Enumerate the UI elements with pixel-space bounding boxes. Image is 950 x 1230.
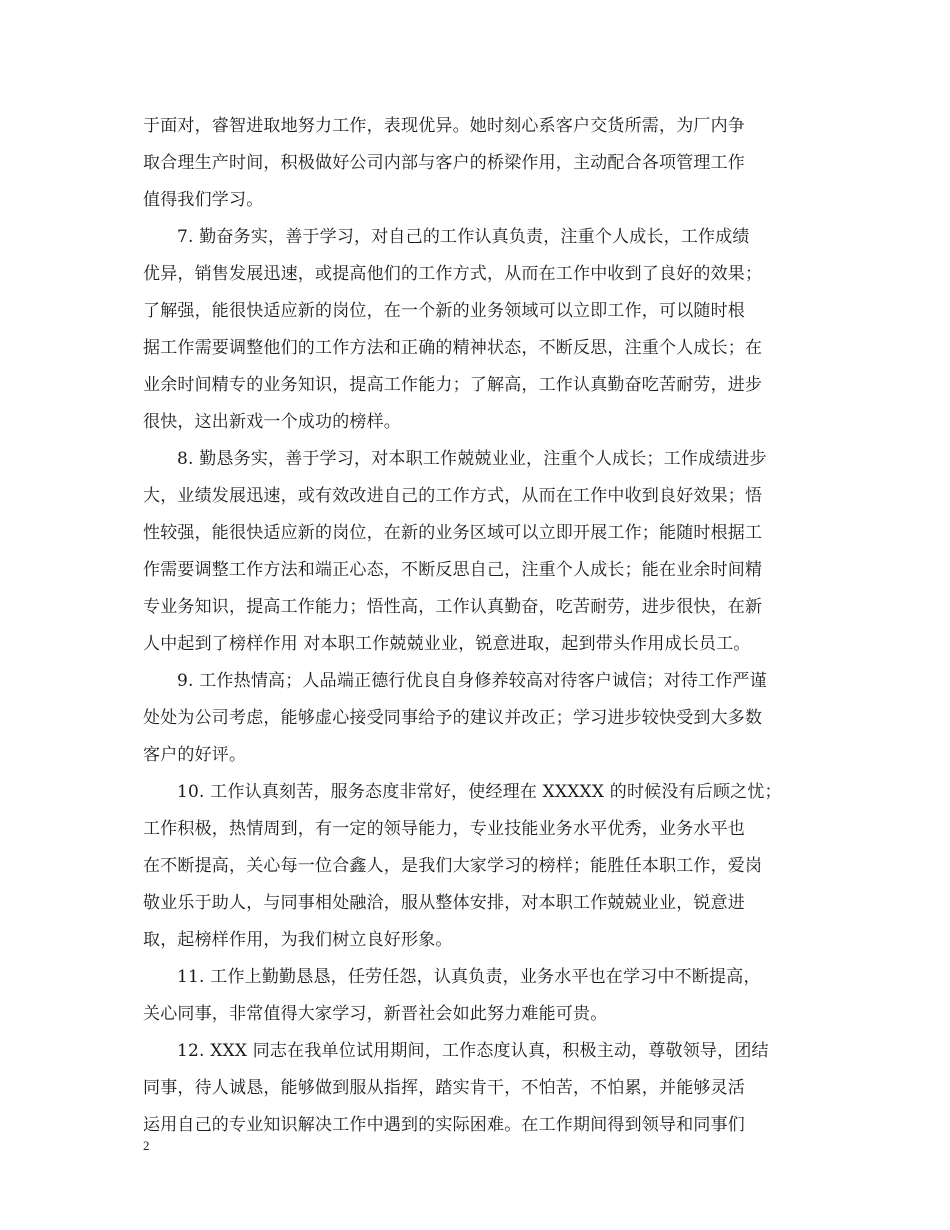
paragraph-item-9 xyxy=(143,663,809,774)
text-line: 作需要调整工作方法和端正心态，不断反思自己，注重个人成长；能在业余时间精 xyxy=(143,560,763,580)
text-line: 运用自己的专业知识解决工作中遇到的实际困难。在工作期间得到领导和同事们 xyxy=(143,1115,745,1135)
text-line: 工作积极，热情周到，有一定的领导能力，专业技能业务水平优秀，业务水平也 xyxy=(143,819,745,839)
paragraph-item-8 xyxy=(143,441,809,663)
text-line: 优异，销售发展迅速，或提高他们的工作方式，从而在工作中收到了良好的效果； xyxy=(143,264,763,284)
paragraph-item-7 xyxy=(143,219,809,441)
paragraph-continuation xyxy=(143,108,809,219)
text-line: 取，起榜样作用，为我们树立良好形象。 xyxy=(143,930,453,950)
text-line: 关心同事，非常值得大家学习，新晋社会如此努力难能可贵。 xyxy=(143,1004,608,1024)
text-line: 12. XXX 同志在我单位试用期间，工作态度认真，积极主动，尊敬领导，团结 xyxy=(177,1041,769,1061)
text-line: 据工作需要调整他们的工作方法和正确的精神状态，不断反思，注重个人成长；在 xyxy=(143,338,763,358)
text-line: 敬业乐于助人，与同事相处融洽，服从整体安排，对本职工作兢兢业业，锐意进 xyxy=(143,893,745,913)
text-line: 人中起到了榜样作用 对本职工作兢兢业业，锐意进取，起到带头作用成长员工。 xyxy=(143,634,751,654)
text-line: 9. 工作热情高；人品端正德行优良自身修养较高对待客户诚信；对待工作严谨 xyxy=(177,671,767,691)
text-line: 大，业绩发展迅速，或有效改进自己的工作方式，从而在工作中收到良好效果；悟 xyxy=(143,486,763,506)
text-line: 了解强，能很快适应新的岗位，在一个新的业务领域可以立即工作，可以随时根 xyxy=(143,301,745,321)
text-line: 很快，这出新戏一个成功的榜样。 xyxy=(143,412,401,432)
text-line: 取合理生产时间，积极做好公司内部与客户的桥梁作用，主动配合各项管理工作 xyxy=(143,153,745,173)
paragraph-item-11 xyxy=(143,959,809,1033)
paragraph-item-12 xyxy=(143,1033,809,1144)
text-line: 在不断提高，关心每一位合鑫人，是我们大家学习的榜样；能胜任本职工作，爱岗 xyxy=(143,856,763,876)
page-number: 2 xyxy=(143,1138,150,1153)
text-line: 于面对，睿智进取地努力工作，表现优异。她时刻心系客户交货所需，为厂内争 xyxy=(143,116,745,136)
text-line: 客户的好评。 xyxy=(143,745,247,765)
text-line: 专业务知识，提高工作能力；悟性高，工作认真勤奋，吃苦耐劳，进步很快，在新 xyxy=(143,597,763,617)
text-line: 10. 工作认真刻苦，服务态度非常好，使经理在 XXXXX 的时候没有后顾之忧； xyxy=(177,782,782,802)
text-line: 同事，待人诚恳，能够做到服从指挥，踏实肯干，不怕苦，不怕累，并能够灵活 xyxy=(143,1078,745,1098)
text-line: 7. 勤奋务实，善于学习，对自己的工作认真负责，注重个人成长，工作成绩 xyxy=(177,227,750,247)
paragraph-item-10 xyxy=(143,774,809,959)
text-line: 8. 勤恳务实，善于学习，对本职工作兢兢业业，注重个人成长；工作成绩进步 xyxy=(177,449,767,469)
text-line: 11. 工作上勤勤恳恳，任劳任怨，认真负责，业务水平也在学习中不断提高， xyxy=(177,967,761,987)
text-line: 处处为公司考虑，能够虚心接受同事给予的建议并改正；学习进步较快受到大多数 xyxy=(143,708,763,728)
text-line: 业余时间精专的业务知识，提高工作能力；了解高，工作认真勤奋吃苦耐劳，进步 xyxy=(143,375,763,395)
document-body xyxy=(143,108,809,1144)
text-line: 性较强，能很快适应新的岗位，在新的业务区域可以立即开展工作；能随时根据工 xyxy=(143,523,763,543)
text-line: 值得我们学习。 xyxy=(143,190,264,210)
